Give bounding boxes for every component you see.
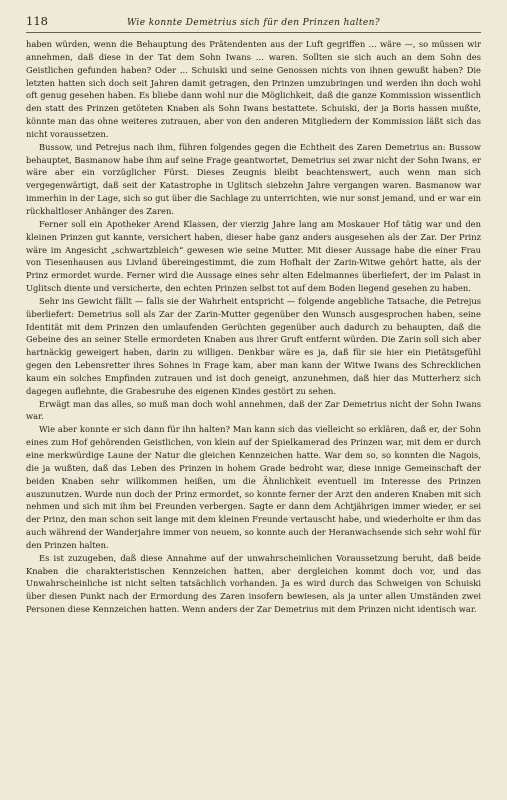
body-text: [26, 38, 481, 616]
paragraph: Es ist zuzugeben, daß diese Annahme auf der unwahrscheinlichen Voraussetzung beruht, daß beide Knaben die charakteristischen Kennzeichen hatten, aber dergleichen kommt doch vor, und das Unwahrscheinliche ist nicht selten tatsächlich vorhanden. Ja es wird durch das Schweigen von Schuiski über diesen Punkt nach der Ermordung des Zaren insofern bewiesen, als ja unter allen Umständen zwei Personen diese Kennzeichen hatten. Wenn anders der Zar Demetrius mit dem Prinzen nicht identisch war.: [26, 552, 481, 615]
paragraph: Wie aber konnte er sich dann für ihn halten? Man kann sich das vielleicht so erklären, daß er, der Sohn eines zum Hof gehörenden Geistlichen, von klein auf der Spielkamerad des Prinzen war, mit dem er durch eine merkwürdige Laune der Natur die gleichen Kennzeichen hatte. War dem so, so konnten die Nagois, die ja wußten, daß das Leben des Prinzen in hohem Grade bedroht war, diese innige Gemeinschaft der beiden Knaben sehr willkommen heißen, um die Ähnlichkeit eventuell im Interesse des Prinzen auszunutzen. Wurde nun doch der Prinz ermordet, so konnte ferner der Arzt den anderen Knaben mit sich nehmen und sich mit ihm bei Freunden verbergen. Sagte er dann dem Achtjährigen immer wieder, er sei der Prinz, den man schon seit lange mit dem kleinen Freunde vertauscht habe, und wiederholte er ihm das auch während der Wanderjahre immer von neuem, so konnte auch der Heranwachsende sich sehr wohl für den Prinzen halten.: [26, 424, 481, 550]
paragraph: haben würden, wenn die Behauptung des Prätendenten aus der Luft gegriffen ... wäre —, so müssen wir annehmen, daß diese in der Tat dem Sohn Iwans ... waren. Sollten sie sich auch an dem Sohn des Geistlichen gefunden haben? Oder ... Schuiski und seine Genossen nichts von ihnen gewußt haben? Die letzten hatten sich doch seit Jahren damit getragen, den Prinzen umzubringen und werden ihn doch wohl oft genug gesehen haben. Es bliebe dann wohl nur die Möglichkeit, daß die ganze Kommission wissentlich den statt des Prinzen getöteten Knaben als Sohn Iwans bestattete. Schuiski, der ja Boris hassen mußte, könnte man das ohne weiteres zutrauen, aber von den anderen Mitgliedern der Kommission läßt sich das nicht voraussetzen.: [26, 39, 481, 139]
paragraph: Bussow, und Petrejus nach ihm, führen folgendes gegen die Echtheit des Zaren Demetrius an: Bussow behauptet, Basmanow habe ihm auf seine Frage geantwortet, Demetrius sei zwar nicht der Sohn Iwans, er wäre aber ein vorzüglicher Fürst. Dieses Zeugnis bleibt beachtenswert, auch wenn man sich vergegenwärtigt, daß seit der Katastrophe in Uglitsch siebzehn Jahre vergangen waren. Basmanow war immerhin in der Lage, sich so gut über die Sachlage zu unterrichten, wie nur sonst jemand, und er war ein rückhaltloser Anhänger des Zaren.: [26, 141, 481, 216]
paragraph: Ferner soll ein Apotheker Arend Klassen, der vierzig Jahre lang am Moskauer Hof tätig war und den kleinen Prinzen gut kannte, versichert haben, dieser habe ganz anders ausgesehen als der Zar. Der Prinz wäre im Angesicht „schwartzbleich“ gewesen wie seine Mutter. Mit dieser Aussage habe die einer Frau von Tiesenhausen aus Livland übereingestimmt, die zum Hofhalt der Zarin-Witwe gehört hatte, als der Prinz ermordet wurde. Ferner wird die Aussage eines sehr alten Edelmannes überliefert, der im Palast in Uglitsch diente und versicherte, den echten Prinzen selbst tot auf dem Boden liegend gesehen zu haben.: [26, 218, 481, 294]
page-header: [26, 14, 481, 33]
page-number: 118: [26, 14, 48, 28]
paragraph: Erwägt man das alles, so muß man doch wohl annehmen, daß der Zar Demetrius nicht der Sohn Iwans war.: [26, 398, 481, 422]
paragraph: Sehr ins Gewicht fällt — falls sie der Wahrheit entspricht — folgende angebliche Tatsache, die Petrejus überliefert: Demetrius soll als Zar der Zarin-Mutter gegenüber den Wunsch ausgesprochen haben, seine Identität mit dem Prinzen den umlaufenden Gerüchten gegenüber auch dadurch zu behaupten, daß die Gebeine des an seiner Stelle ermordeten Knaben aus ihrer Gruft entfernt würden. Die Zarin soll sich aber hartnäckig geweigert haben, darin zu willigen. Denkbar wäre es ja, daß für sie hier ein Pietätsgefühl gegen den Lebensretter ihres Sohnes in Frage kam, aber man kann der Witwe Iwans des Schrecklichen kaum ein solches Empfinden zutrauen und ist doch geneigt, anzunehmen, daß hier das Mutterherz sich dagegen auflehnte, die Grabesruhe des eigenen Kindes gestört zu sehen.: [26, 295, 481, 396]
running-head: Wie konnte Demetrius sich für den Prinzen halten?: [126, 18, 381, 28]
